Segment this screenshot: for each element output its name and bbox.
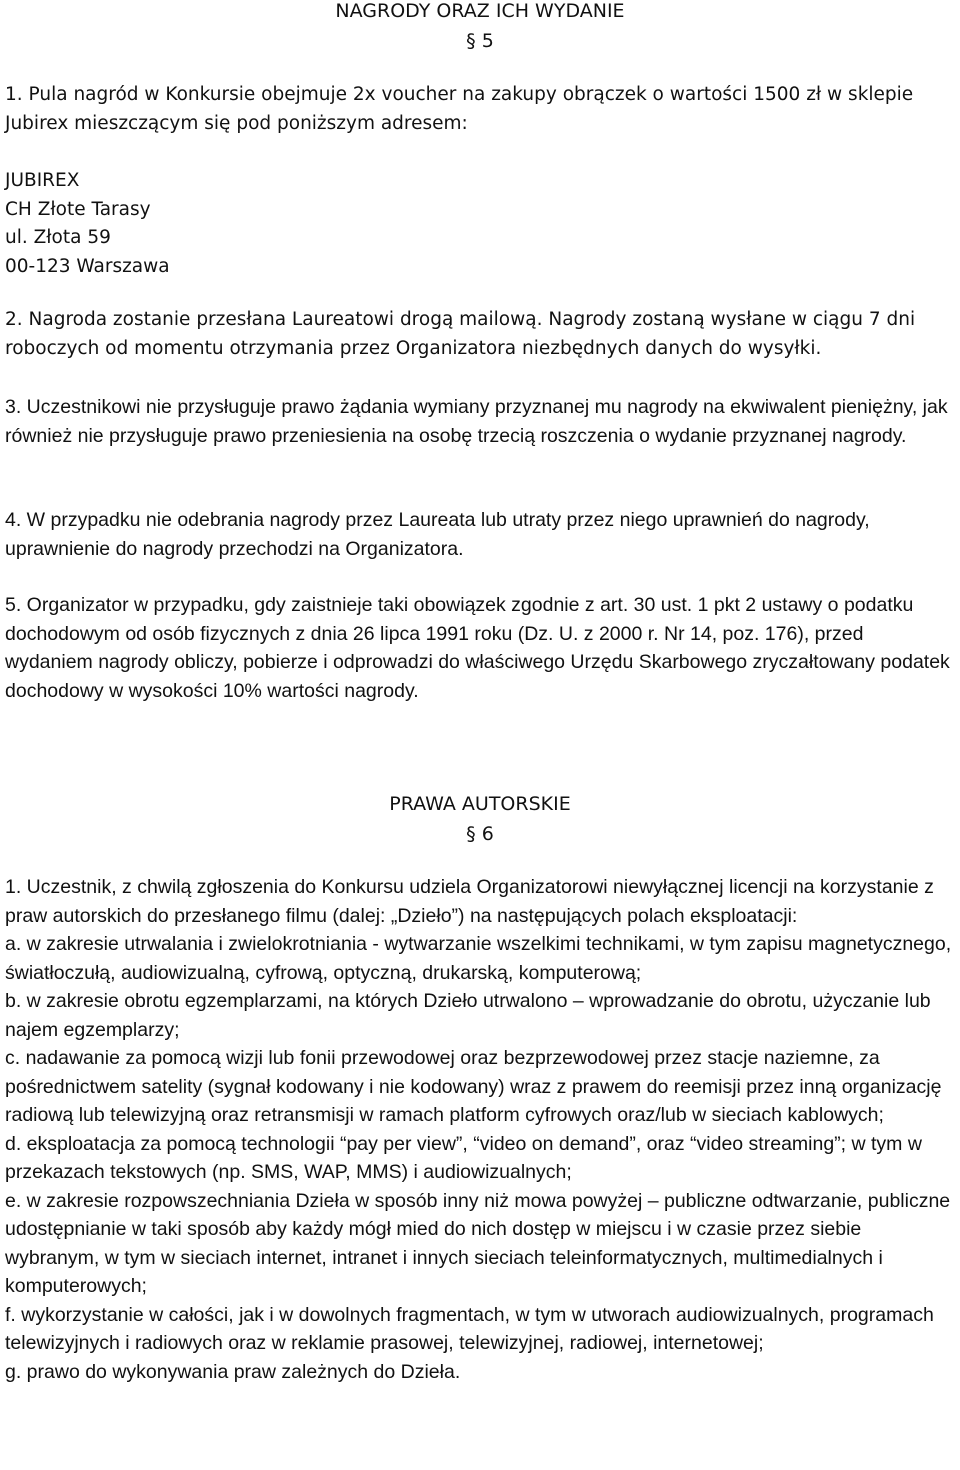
paragraph-2-first-sentence: 2. Nagroda zostanie przesłana Laureatowi drogą mailową. [5,309,543,330]
section-6-title: PRAWA AUTORSKIE [389,793,571,815]
section-5-title: NAGRODY ORAZ ICH WYDANIE [335,0,625,22]
license-field-g: g. prawo do wykonywania praw zależnych do Dzieła. [5,1360,461,1383]
license-field-a: a. w zakresie utrwalania i zwielokrotniania - wytwarzanie wszelkimi technikami, w tym zapisu magnetycznego, światłoczułą, audiowizualną, cyfrową, optyczną, drukarską, komputerową; [5,933,952,984]
address-line: CH Złote Tarasy [5,198,151,220]
address-block [5,167,955,281]
section-5-paragraph-3: 3. Uczestnikowi nie przysługuje prawo żądania wymiany przyznanej mu nagrody na ekwiwalent pieniężny, jak również nie przysługuje prawo przeniesienia na osobę trzecią roszczenia o wydanie przyznanej nagrody. [5,396,948,447]
address-line: ul. Złota 59 [5,227,111,248]
license-field-d: d. eksploatacja za pomocą technologii “pay per view”, “video on demand”, oraz “video streaming”; w tym w przekazach tekstowych (np. SMS, WAP, MMS) i audiowizualnych; [5,1132,922,1183]
section-5-sign: § 5 [466,30,494,52]
address-line: JUBIREX [5,170,80,191]
license-field-f: f. wykorzystanie w całości, jak i w dowolnych fragmentach, w tym w utworach audiowizualnych, programach telewizyjnych i radiowych oraz w reklamie prasowej, telewizyjnej, radiowej, internetowej; [5,1303,934,1354]
section-5-paragraph-1: 1. Pula nagród w Konkursie obejmuje 2x voucher na zakupy obrączek o wartości 1500 zł w sklepie Jubirex mieszczącym się pod poniższym adresem: [5,84,914,134]
paragraph-2-second-sentence: Nagrody zostaną wysłane w ciągu 7 dni roboczych od momentu otrzymania przez Organizatora niezbędnych danych do wysyłki. [5,309,916,359]
section-6-body [5,873,955,1386]
section-6 [5,790,955,848]
section-5-paragraph-2 [5,306,955,363]
license-field-b: b. w zakresie obrotu egzemplarzami, na których Dzieło utrwalono – wprowadzanie do obrotu, użyczanie lub najem egzemplarzy; [5,990,931,1041]
section-5 [5,0,955,55]
section-5-paragraph-4: 4. W przypadku nie odebrania nagrody przez Laureata lub utraty przez niego uprawnień do nagrody, uprawnienie do nagrody przechodzi na Organizatora. [5,509,870,560]
section-5-paragraph-5: 5. Organizator w przypadku, gdy zaistnieje taki obowiązek zgodnie z art. 30 ust. 1 pkt 2 ustawy o podatku dochodowym od osób fizycznych z dnia 26 lipca 1991 roku (Dz. U. z 2000 r. Nr 14, poz. 176), przed wydaniem nagrody obliczy, pobierze i odprowadzi do właściwego Urzędu Skarbowego zryczałtowany podatek dochodowy w wysokości 10% wartości nagrody. [5,594,950,702]
section-6-paragraph-1: 1. Uczestnik, z chwilą zgłoszenia do Konkursu udziela Organizatorowi niewyłącznej licencji na korzystanie z praw autorskich do przesłanego filmu (dalej: „Dzieło”) na następujących polach eksploatacji: [5,876,934,927]
license-field-c: c. nadawanie za pomocą wizji lub fonii przewodowej oraz bezprzewodowej przez stacje naziemne, za pośrednictwem satelity (sygnał kodowany i nie kodowany) wraz z prawem do reemisji przez inną organizację radiową lub telewizyjną oraz retransmisji w ramach platform cyfrowych oraz/lub w sieciach kablowych; [5,1047,942,1126]
address-line: 00-123 Warszawa [5,255,170,277]
license-field-e: e. w zakresie rozpowszechniania Dzieła w sposób inny niż mowa powyżej – publiczne odtwarzanie, publiczne udostępnianie w taki sposób aby każdy mógł mied do nich dostęp w miejscu i w czasie przez siebie wybranym, w tym w sieciach internet, intranet i innych sieciach teleinformatycznych, multimedialnych i komputerowych; [5,1189,951,1297]
section-6-sign: § 6 [466,823,494,845]
